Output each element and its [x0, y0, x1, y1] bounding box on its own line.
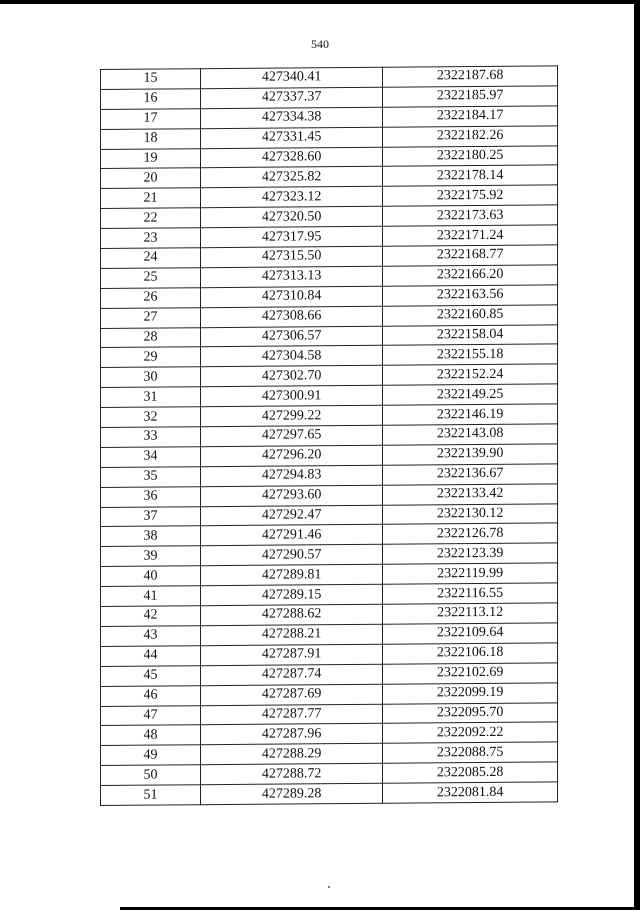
- point-index-cell: 29: [101, 347, 201, 368]
- x-coordinate-cell: 427300.91: [200, 386, 382, 407]
- y-coordinate-cell: 2322187.68: [383, 66, 558, 87]
- x-coordinate-cell: 427287.69: [200, 684, 382, 705]
- coordinate-table: [100, 65, 558, 806]
- y-coordinate-cell: 2322123.39: [383, 543, 558, 564]
- y-coordinate-cell: 2322160.85: [383, 305, 558, 326]
- x-coordinate-cell: 427288.21: [200, 624, 382, 645]
- point-index-cell: 38: [101, 526, 201, 547]
- point-index-cell: 31: [101, 387, 201, 408]
- y-coordinate-cell: 2322173.63: [383, 205, 558, 226]
- y-coordinate-cell: 2322133.42: [383, 484, 558, 505]
- point-index-cell: 17: [101, 108, 201, 129]
- point-index-cell: 51: [101, 785, 201, 806]
- y-coordinate-cell: 2322166.20: [383, 265, 558, 286]
- x-coordinate-cell: 427287.77: [200, 704, 382, 725]
- point-index-cell: 49: [101, 745, 201, 766]
- y-coordinate-cell: 2322152.24: [383, 364, 558, 385]
- x-coordinate-cell: 427296.20: [200, 445, 382, 466]
- y-coordinate-cell: 2322139.90: [383, 444, 558, 465]
- point-index-cell: 24: [101, 248, 201, 269]
- point-index-cell: 28: [101, 327, 201, 348]
- y-coordinate-cell: 2322171.24: [383, 225, 558, 246]
- y-coordinate-cell: 2322126.78: [383, 523, 558, 544]
- point-index-cell: 16: [101, 89, 201, 110]
- point-index-cell: 36: [101, 486, 201, 507]
- table-row: [101, 782, 558, 805]
- y-coordinate-cell: 2322182.26: [383, 126, 558, 147]
- y-coordinate-cell: 2322102.69: [383, 663, 558, 684]
- x-coordinate-cell: 427317.95: [200, 226, 382, 247]
- x-coordinate-cell: 427287.96: [200, 724, 382, 745]
- point-index-cell: 30: [101, 367, 201, 388]
- x-coordinate-cell: 427313.13: [200, 266, 382, 287]
- y-coordinate-cell: 2322116.55: [383, 583, 558, 604]
- y-coordinate-cell: 2322178.14: [383, 165, 558, 186]
- y-coordinate-cell: 2322085.28: [383, 762, 558, 783]
- x-coordinate-cell: 427299.22: [200, 405, 382, 426]
- y-coordinate-cell: 2322113.12: [383, 603, 558, 624]
- y-coordinate-cell: 2322163.56: [383, 285, 558, 306]
- x-coordinate-cell: 427289.15: [200, 584, 382, 605]
- point-index-cell: 47: [101, 705, 201, 726]
- y-coordinate-cell: 2322184.17: [383, 106, 558, 127]
- point-index-cell: 25: [101, 268, 201, 289]
- point-index-cell: 35: [101, 467, 201, 488]
- y-coordinate-cell: 2322185.97: [383, 86, 558, 107]
- y-coordinate-cell: 2322109.64: [383, 623, 558, 644]
- point-index-cell: 46: [101, 685, 201, 706]
- x-coordinate-cell: 427315.50: [200, 246, 382, 267]
- x-coordinate-cell: 427328.60: [200, 147, 382, 168]
- y-coordinate-cell: 2322081.84: [383, 782, 558, 803]
- y-coordinate-cell: 2322155.18: [383, 344, 558, 365]
- point-index-cell: 50: [101, 765, 201, 786]
- point-index-cell: 22: [101, 208, 201, 229]
- x-coordinate-cell: 427308.66: [200, 306, 382, 327]
- x-coordinate-cell: 427302.70: [200, 366, 382, 387]
- point-index-cell: 21: [101, 188, 201, 209]
- x-coordinate-cell: 427288.29: [200, 744, 382, 765]
- x-coordinate-cell: 427294.83: [200, 465, 382, 486]
- x-coordinate-cell: 427290.57: [200, 545, 382, 566]
- point-index-cell: 20: [101, 168, 201, 189]
- x-coordinate-cell: 427297.65: [200, 425, 382, 446]
- point-index-cell: 39: [101, 546, 201, 567]
- y-coordinate-cell: 2322175.92: [383, 185, 558, 206]
- point-index-cell: 41: [101, 586, 201, 607]
- x-coordinate-cell: 427288.72: [200, 763, 382, 784]
- point-index-cell: 45: [101, 665, 201, 686]
- x-coordinate-cell: 427337.37: [200, 87, 382, 108]
- point-index-cell: 43: [101, 626, 201, 647]
- point-index-cell: 23: [101, 228, 201, 249]
- point-index-cell: 33: [101, 427, 201, 448]
- x-coordinate-cell: 427289.81: [200, 565, 382, 586]
- y-coordinate-cell: 2322143.08: [383, 424, 558, 445]
- y-coordinate-cell: 2322168.77: [383, 245, 558, 266]
- x-coordinate-cell: 427325.82: [200, 167, 382, 188]
- y-coordinate-cell: 2322088.75: [383, 742, 558, 763]
- y-coordinate-cell: 2322146.19: [383, 404, 558, 425]
- x-coordinate-cell: 427320.50: [200, 207, 382, 228]
- x-coordinate-cell: 427287.74: [200, 664, 382, 685]
- x-coordinate-cell: 427293.60: [200, 485, 382, 506]
- y-coordinate-cell: 2322119.99: [383, 563, 558, 584]
- point-index-cell: 37: [101, 506, 201, 527]
- y-coordinate-cell: 2322092.22: [383, 722, 558, 743]
- x-coordinate-cell: 427331.45: [200, 127, 382, 148]
- x-coordinate-cell: 427287.91: [200, 644, 382, 665]
- scan-speck: [328, 886, 330, 888]
- x-coordinate-cell: 427306.57: [200, 326, 382, 347]
- point-index-cell: 19: [101, 148, 201, 169]
- point-index-cell: 42: [101, 606, 201, 627]
- y-coordinate-cell: 2322095.70: [383, 702, 558, 723]
- y-coordinate-cell: 2322136.67: [383, 464, 558, 485]
- y-coordinate-cell: 2322180.25: [383, 145, 558, 166]
- point-index-cell: 27: [101, 307, 201, 328]
- point-index-cell: 44: [101, 646, 201, 667]
- y-coordinate-cell: 2322099.19: [383, 683, 558, 704]
- x-coordinate-cell: 427323.12: [200, 187, 382, 208]
- x-coordinate-cell: 427292.47: [200, 505, 382, 526]
- page-number: 540: [311, 37, 329, 51]
- y-coordinate-cell: 2322149.25: [383, 384, 558, 405]
- point-index-cell: 40: [101, 566, 201, 587]
- x-coordinate-cell: 427340.41: [200, 67, 382, 88]
- x-coordinate-cell: 427334.38: [200, 107, 382, 128]
- x-coordinate-cell: 427304.58: [200, 346, 382, 367]
- point-index-cell: 34: [101, 447, 201, 468]
- y-coordinate-cell: 2322130.12: [383, 504, 558, 525]
- x-coordinate-cell: 427289.28: [200, 783, 382, 804]
- point-index-cell: 15: [101, 69, 201, 90]
- page-edge-right: [634, 0, 640, 910]
- point-index-cell: 48: [101, 725, 201, 746]
- point-index-cell: 26: [101, 288, 201, 309]
- page-edge-top: [0, 0, 640, 4]
- x-coordinate-cell: 427310.84: [200, 286, 382, 307]
- point-index-cell: 32: [101, 407, 201, 428]
- x-coordinate-cell: 427291.46: [200, 525, 382, 546]
- point-index-cell: 18: [101, 128, 201, 149]
- y-coordinate-cell: 2322158.04: [383, 324, 558, 345]
- coordinate-table-body: [101, 66, 558, 806]
- x-coordinate-cell: 427288.62: [200, 604, 382, 625]
- y-coordinate-cell: 2322106.18: [383, 643, 558, 664]
